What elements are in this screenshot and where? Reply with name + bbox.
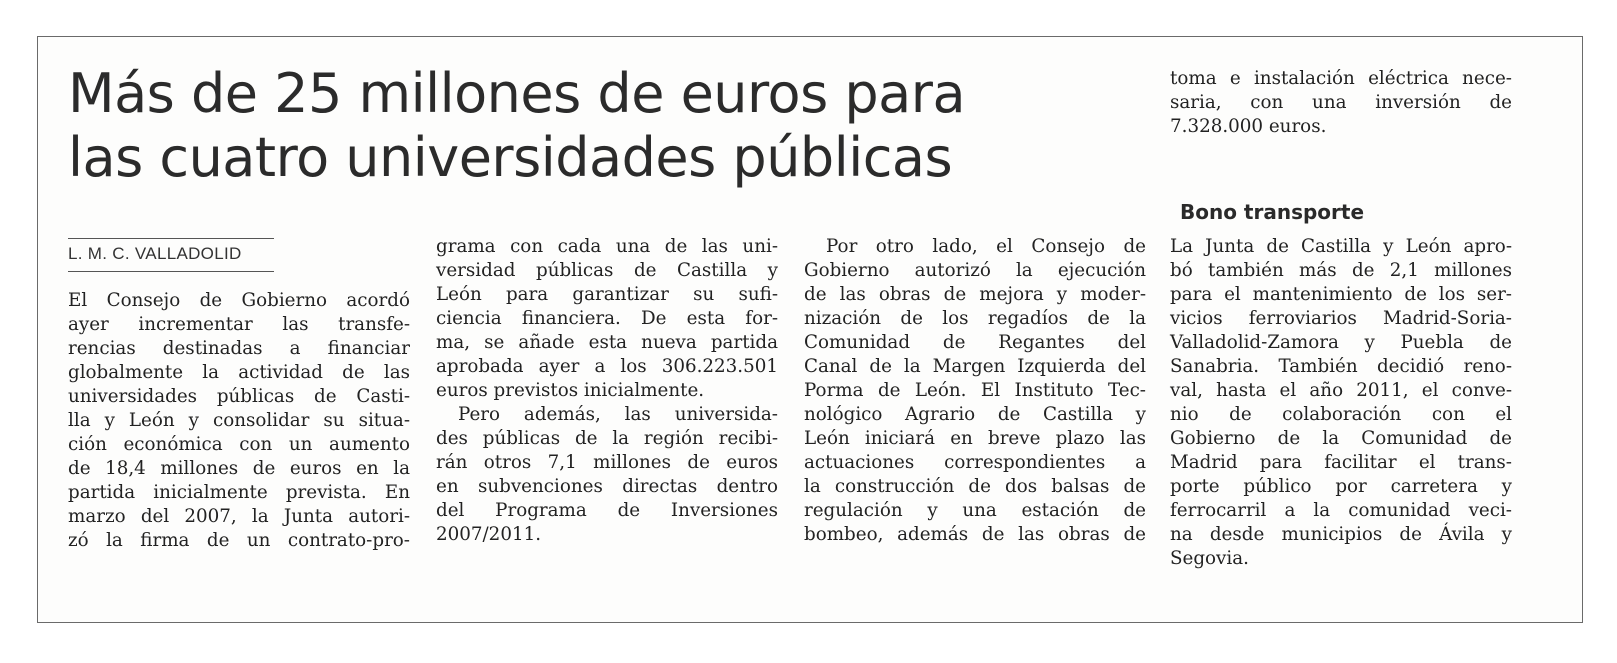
text-line: lla y León y consolidar su situa- <box>68 410 410 431</box>
text-line: León iniciará en breve plazo las <box>804 428 1146 449</box>
text-line: versidad públicas de Castilla y <box>436 260 778 281</box>
text-line: de las obras de mejora y moder- <box>804 284 1146 305</box>
text-line: regulación y una estación de <box>804 500 1146 521</box>
text-line: Gobierno autorizó la ejecución <box>804 260 1146 281</box>
text-line: Pero además, las universida- <box>458 404 778 425</box>
text-line: bó también más de 2,1 millones <box>1170 260 1512 281</box>
text-line: vicios ferroviarios Madrid-Soria- <box>1170 308 1512 329</box>
text-line: porte público por carretera y <box>1170 476 1512 497</box>
text-line: El Consejo de Gobierno acordó <box>68 290 410 311</box>
text-line: universidades públicas de Casti- <box>68 386 410 407</box>
text-line: Madrid para facilitar el trans- <box>1170 452 1512 473</box>
text-line: partida inicialmente prevista. En <box>68 482 410 503</box>
text-line: Sanabria. También decidió reno- <box>1170 356 1512 377</box>
text-line: 7.328.000 euros. <box>1170 116 1327 137</box>
text-line: La Junta de Castilla y León apro- <box>1170 236 1512 257</box>
text-line: marzo del 2007, la Junta autori- <box>68 506 410 527</box>
text-line: ferrocarril a la comunidad veci- <box>1170 500 1512 521</box>
text-line: nológico Agrario de Castilla y <box>804 404 1146 425</box>
text-line: toma e instalación eléctrica nece- <box>1170 68 1512 89</box>
text-line: grama con cada una de las uni- <box>436 236 778 257</box>
text-line: Porma de León. El Instituto Tec- <box>804 380 1146 401</box>
text-line: ayer incrementar las transfe- <box>68 314 410 335</box>
text-line: val, hasta el año 2011, el conve- <box>1170 380 1512 401</box>
headline-line-1: Más de 25 millones de euros para <box>68 62 966 125</box>
text-line: Valladolid-Zamora y Puebla de <box>1170 332 1512 353</box>
column-1 <box>68 289 410 553</box>
text-line: ciencia financiera. De esta for- <box>436 308 778 329</box>
column-3 <box>804 235 1146 547</box>
text-line: globalmente la actividad de las <box>68 362 410 383</box>
text-line: bombeo, además de las obras de <box>804 524 1146 545</box>
text-line: des públicas de la región recibi- <box>436 428 778 449</box>
text-line: de 18,4 millones de euros en la <box>68 458 410 479</box>
column-2 <box>436 235 778 547</box>
text-line: nio de colaboración con el <box>1170 404 1512 425</box>
text-line: saria, con una inversión de <box>1170 92 1512 113</box>
text-line: ma, se añade esta nueva partida <box>436 332 778 353</box>
text-line: Por otro lado, el Consejo de <box>826 236 1146 257</box>
text-line: na desde municipios de Ávila y <box>1170 524 1512 545</box>
text-line: aprobada ayer a los 306.223.501 <box>436 356 778 377</box>
text-line: en subvenciones directas dentro <box>436 476 778 497</box>
headline-line-2: las cuatro universidades públicas <box>68 126 953 189</box>
text-line: nización de los regadíos de la <box>804 308 1146 329</box>
text-line: Canal de la Margen Izquierda del <box>804 356 1146 377</box>
text-line: zó la firma de un contrato-pro- <box>68 530 410 551</box>
text-line: del Programa de Inversiones <box>436 500 778 521</box>
text-line: euros previstos inicialmente. <box>436 380 705 401</box>
text-line: 2007/2011. <box>436 524 542 545</box>
headline <box>68 62 1168 190</box>
subheading: Bono transporte <box>1180 200 1365 224</box>
text-line: ción económica con un aumento <box>68 434 410 455</box>
text-line: León para garantizar su sufi- <box>436 284 778 305</box>
text-line: Comunidad de Regantes del <box>804 332 1146 353</box>
column-4-bottom <box>1170 235 1512 571</box>
text-line: Segovia. <box>1170 548 1249 569</box>
text-line: rán otros 7,1 millones de euros <box>436 452 778 473</box>
text-line: la construcción de dos balsas de <box>804 476 1146 497</box>
text-line: actuaciones correspondientes a <box>804 452 1146 473</box>
text-line: Gobierno de la Comunidad de <box>1170 428 1512 449</box>
column-4-top <box>1170 67 1512 139</box>
text-line: para el mantenimiento de los ser- <box>1170 284 1512 305</box>
byline: L. M. C. VALLADOLID <box>68 238 274 272</box>
text-line: rencias destinadas a financiar <box>68 338 410 359</box>
